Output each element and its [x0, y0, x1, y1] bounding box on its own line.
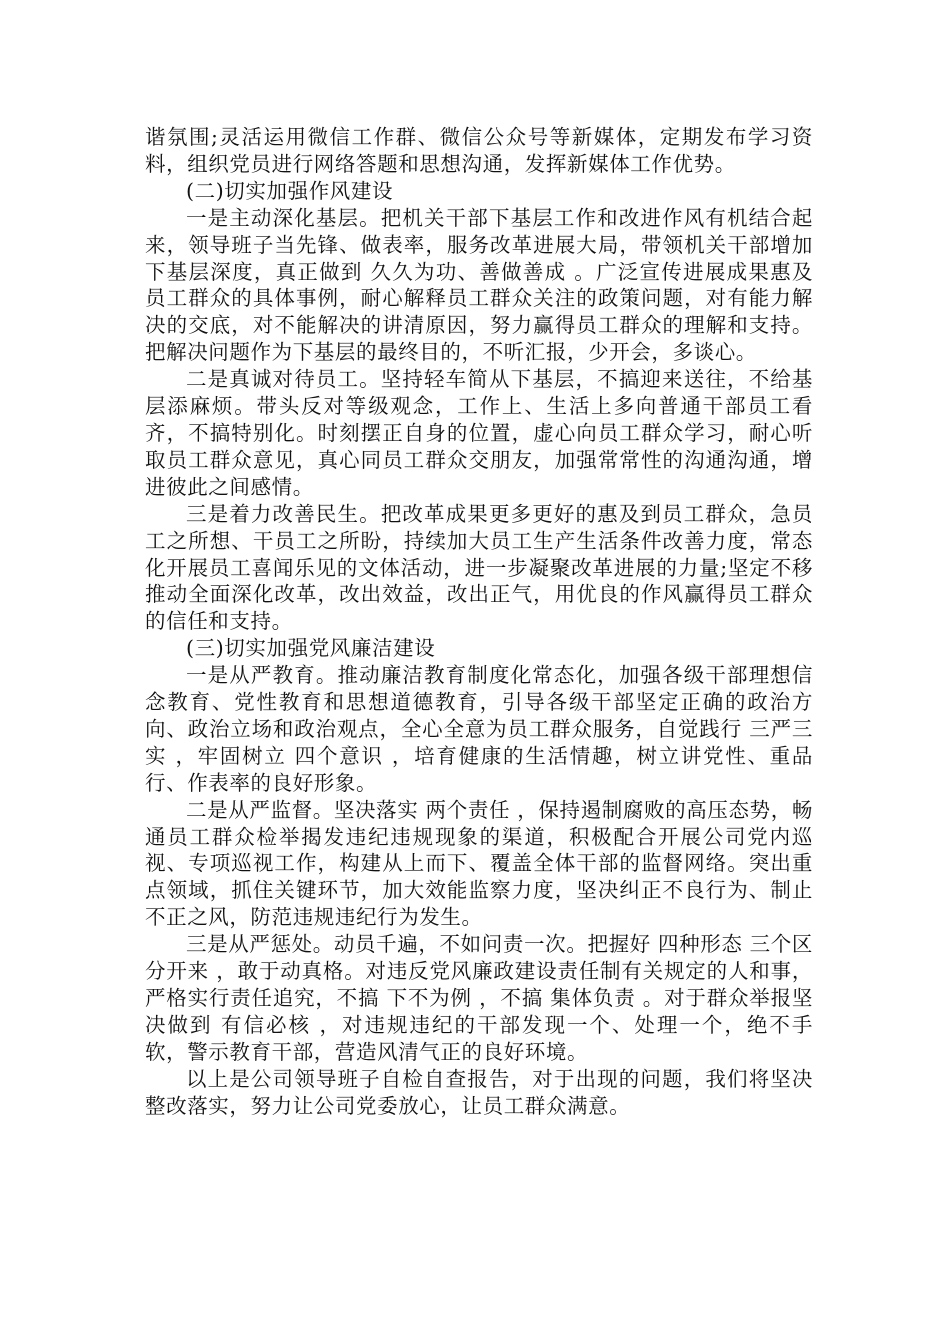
section-heading-2: (二)切实加强作风建设: [186, 178, 394, 203]
paragraph-improve-livelihood: 三是着力改善民生。把改革成果更多更好的惠及到员工群众，急员工之所想、干员工之所盼，持续加大员工生产生活条件改善力度，常态化开展员工喜闻乐见的文体活动，进一步凝聚改革进展的力量;坚定不移推动全面深化改革，改出效益，改出正气，用优良的作风赢得员工群众的信任和支持。: [145, 501, 813, 634]
document-body: [145, 124, 813, 1120]
paragraph-strict-punishment: 三是从严惩处。动员千遍，不如问责一次。把握好 四种形态 三个区分开来 ，敢于动真格。对违反党风廉政建设责任制有关规定的人和事，严格实行责任追究，不搞 下不为例 ，不搞 集体负责 。对于群众举报坚决做到 有信必核 ，对违规违纪的干部发现一个、处理一个，绝不手软，警示教育干部，营造风清气正的良好环境。: [145, 932, 813, 1064]
section-heading-3: (三)切实加强党风廉洁建设: [186, 636, 436, 661]
paragraph-strict-education: 一是从严教育。推动廉洁教育制度化常态化，加强各级干部理想信念教育、党性教育和思想道德教育，引导各级干部坚定正确的政治方向、政治立场和政治观点，全心全意为员工群众服务，自觉践行 三严三实 ，牢固树立 四个意识 ，培育健康的生活情趣，树立讲党性、重品行、作表率的良好形象。: [145, 663, 813, 795]
paragraph-treat-employees: 二是真诚对待员工。坚持轻车简从下基层，不搞迎来送往，不给基层添麻烦。带头反对等级观念，工作上、生活上多向普通干部员工看齐，不搞特别化。时刻摆正自身的位置，虚心向员工群众学习，耐心听取员工群众意见，真心同员工群众交朋友，加强常常性的沟通沟通，增进彼此之间感情。: [145, 367, 813, 499]
paragraph-deepen-grassroots: 一是主动深化基层。把机关干部下基层工作和改进作风有机结合起来，领导班子当先锋、做表率，服务改革进展大局，带领机关干部增加下基层深度，真正做到 久久为功、善做善成 。广泛宣传进展成果惠及员工群众的具体事例，耐心解释员工群众关注的政策问题，对有能力解决的交底，对不能解决的讲清原因，努力赢得员工群众的理解和支持。把解决问题作为下基层的最终目的，不听汇报，少开会，多谈心。: [145, 205, 813, 365]
paragraph-conclusion: 以上是公司领导班子自检自查报告，对于出现的问题，我们将坚决整改落实，努力让公司党委放心，让员工群众满意。: [145, 1066, 813, 1118]
paragraph-continuation: 谐氛围;灵活运用微信工作群、微信公众号等新媒体，定期发布学习资料，组织党员进行网络答题和思想沟通，发挥新媒体工作优势。: [145, 125, 813, 176]
paragraph-strict-supervision: 二是从严监督。坚决落实 两个责任 ，保持遏制腐败的高压态势，畅通员工群众检举揭发违纪违规现象的渠道，积极配合开展公司党内巡视、专项巡视工作，构建从上而下、覆盖全体干部的监督网络。突出重点领域，抓住关键环节，加大效能监察力度，坚决纠正不良行为、制止不正之风，防范违规违纪行为发生。: [145, 797, 813, 930]
